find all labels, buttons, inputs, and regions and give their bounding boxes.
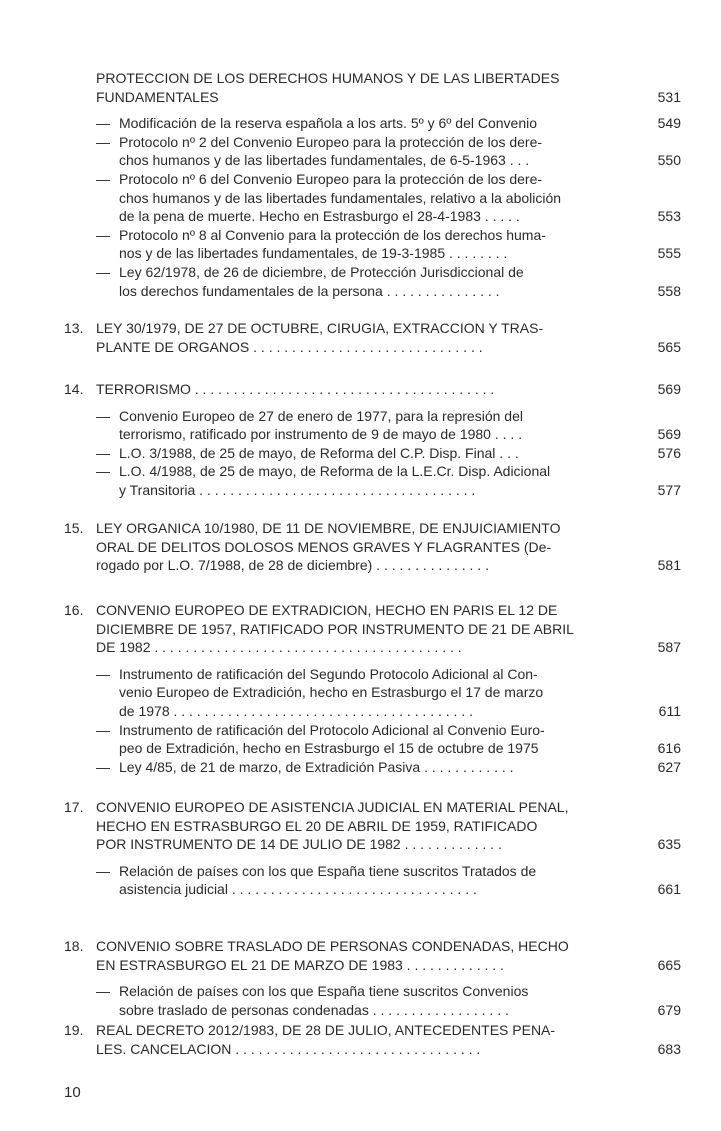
dash-mark: — — [96, 983, 110, 1000]
section-page-number: 581 — [657, 557, 681, 574]
section-title-line-text: LEY ORGANICA 10/1980, DE 11 DE NOVIEMBRE, DE ENJUICIAMIENTO — [96, 520, 561, 536]
sub-entry-line-text: Ley 4/85, de 21 de marzo, de Extradición Pasiva . . . . . . . . . . . . — [119, 758, 514, 775]
sub-entry-line-text: asistencia judicial . . . . . . . . . . . . . . . . . . . . . . . . . . . . . . . . — [119, 881, 477, 898]
dash-mark: — — [96, 171, 110, 187]
section-title-line-text: CONVENIO EUROPEO DE EXTRADICION, HECHO EN PARIS EL 12 DE — [96, 602, 558, 618]
section-page-number: 565 — [657, 338, 681, 355]
dash-mark: — — [96, 264, 110, 280]
sub-entry-page-number: 661 — [657, 881, 681, 898]
section-title-line-text: LEY 30/1979, DE 27 DE OCTUBRE, CIRUGIA, EXTRACCION Y TRAS- — [96, 320, 544, 336]
section-number-text: 19. — [64, 1022, 84, 1038]
section-page-number: 635 — [657, 836, 681, 853]
sub-entry-line-text: chos humanos y de las libertades fundamentales, relativo a la abolición — [119, 189, 562, 206]
sub-entry-page-number: 569 — [657, 426, 681, 443]
sub-entry-line-text: Ley 62/1978, de 26 de diciembre, de Protección Jurisdiccional de — [119, 264, 524, 280]
section-title-line-text: PLANTE DE ORGANOS . . . . . . . . . . . . . . . . . . . . . . . . . . . . . . — [96, 338, 483, 355]
section-number-text: 15. — [64, 520, 84, 536]
sub-entry-line-text: chos humanos y de las libertades fundamentales, de 6-5-1963 . . . — [119, 152, 530, 169]
sub-entry-line-text: Protocolo nº 8 al Convenio para la protección de los derechos huma- — [119, 226, 546, 243]
section-title-line-text: EN ESTRASBURGO EL 21 DE MARZO DE 1983 . . . . . . . . . . . . . — [96, 956, 504, 973]
dash-mark: — — [96, 721, 110, 738]
sub-entry-line-text: L.O. 4/1988, de 25 de mayo, de Reforma de la L.E.Cr. Disp. Adicional — [119, 463, 551, 480]
section-title-line-text: DE 1982 . . . . . . . . . . . . . . . . . . . . . . . . . . . . . . . . . . . . . . . . — [96, 639, 462, 656]
section-number-text: 17. — [64, 799, 84, 815]
section-title-line-text: rogado por L.O. 7/1988, de 28 de diciembre) . . . . . . . . . . . . . . . — [96, 557, 489, 574]
section-title-line-text: HECHO EN ESTRASBURGO EL 20 DE ABRIL DE 1959, RATIFICADO — [96, 817, 538, 834]
dash-mark: — — [96, 407, 110, 424]
dash-mark: — — [96, 463, 110, 480]
section-title-line-text: DICIEMBRE DE 1957, RATIFICADO POR INSTRUMENTO DE 21 DE ABRIL — [96, 620, 574, 637]
dash-mark: — — [96, 115, 110, 132]
section-title-line-text: POR INSTRUMENTO DE 14 DE JULIO DE 1982 . . . . . . . . . . . . . — [96, 836, 502, 853]
sub-entry-line-text: Protocolo nº 6 del Convenio Europeo para la protección de los dere- — [119, 171, 543, 187]
sub-entry-line-text: Modificación de la reserva española a los arts. 5º y 6º del Convenio — [119, 115, 538, 132]
sub-entry-line-text: Convenio Europeo de 27 de enero de 1977, para la represión del — [119, 407, 523, 424]
sub-entry-line-text: Instrumento de ratificación del Protocolo Adicional al Convenio Euro- — [119, 721, 545, 738]
sub-entry-line-text: L.O. 3/1988, de 25 de mayo, de Reforma del C.P. Disp. Final . . . — [119, 444, 519, 461]
sub-entry-line-text: nos y de las libertades fundamentales, de 19-3-1985 . . . . . . . . — [119, 245, 508, 262]
sub-entry-page-number: 549 — [657, 115, 681, 132]
section-number-text: 14. — [64, 381, 84, 397]
sub-entry-page-number: 611 — [658, 703, 681, 719]
sub-entry-line-text: terrorismo, ratificado por instrumento de 9 de mayo de 1980 . . . . — [119, 426, 523, 443]
section-page-number: 683 — [657, 1040, 681, 1057]
sub-entry-page-number: 558 — [657, 282, 681, 299]
sub-entry-page-number: 553 — [657, 208, 681, 225]
section-title-line-text: ORAL DE DELITOS DOLOSOS MENOS GRAVES Y FLAGRANTES (De- — [96, 538, 552, 555]
sub-entry-line-text: peo de Extradición, hecho en Estrasburgo el 15 de octubre de 1975 — [119, 740, 539, 757]
sub-entry-page-number: 577 — [657, 482, 681, 498]
section-title-line-text: LES. CANCELACION . . . . . . . . . . . . . . . . . . . . . . . . . . . . . . . . — [96, 1040, 481, 1057]
dash-mark: — — [96, 444, 110, 461]
section-title-line-text: FUNDAMENTALES — [96, 88, 219, 105]
dash-mark: — — [96, 862, 110, 879]
section-number-text: 18. — [64, 938, 84, 954]
section-title-line-text: PROTECCION DE LOS DERECHOS HUMANOS Y DE LAS LIBERTADES — [96, 70, 560, 86]
dash-mark: — — [96, 133, 110, 150]
sub-entry-line-text: Protocolo nº 2 del Convenio Europeo para la protección de los dere- — [119, 133, 543, 150]
sub-entry-page-number: 555 — [657, 245, 681, 262]
section-number-text: 13. — [64, 320, 84, 336]
section-page-number: 531 — [657, 88, 681, 105]
sub-entry-page-number: 616 — [657, 740, 681, 757]
section-title-line-text: CONVENIO EUROPEO DE ASISTENCIA JUDICIAL EN MATERIAL PENAL, — [96, 799, 569, 815]
sub-entry-line-text: Instrumento de ratificación del Segundo Protocolo Adicional al Con- — [119, 665, 538, 682]
sub-entry-line-text: y Transitoria . . . . . . . . . . . . . . . . . . . . . . . . . . . . . . . . . . . . — [119, 482, 476, 498]
dash-mark: — — [96, 226, 110, 243]
sub-entry-line-text: Relación de países con los que España tiene suscritos Convenios — [119, 983, 529, 1000]
sub-entry-line-text: venio Europeo de Extradición, hecho en Estrasburgo el 17 de marzo — [119, 684, 544, 701]
dash-mark: — — [96, 758, 110, 775]
page-number: 10 — [64, 1084, 81, 1101]
sub-entry-line-text: de 1978 . . . . . . . . . . . . . . . . . . . . . . . . . . . . . . . . . . . . . . . — [119, 703, 473, 719]
sub-entry-page-number: 576 — [657, 444, 681, 461]
sub-entry-line-text: sobre traslado de personas condenadas . . . . . . . . . . . . . . . . . . — [119, 1001, 509, 1018]
section-title-line-text: TERRORISMO . . . . . . . . . . . . . . . . . . . . . . . . . . . . . . . . . . . . . . . — [96, 381, 495, 397]
section-page-number: 587 — [657, 639, 681, 656]
sub-entry-line-text: Relación de países con los que España tiene suscritos Tratados de — [119, 862, 537, 879]
sub-entry-page-number: 627 — [657, 758, 681, 775]
section-number-text: 16. — [64, 602, 84, 618]
sub-entry-page-number: 679 — [657, 1001, 681, 1018]
sub-entry-line-text: los derechos fundamentales de la persona . . . . . . . . . . . . . . . — [119, 282, 500, 299]
section-title-line-text: CONVENIO SOBRE TRASLADO DE PERSONAS CONDENADAS, HECHO — [96, 938, 569, 954]
sub-entry-page-number: 550 — [657, 152, 681, 169]
dash-mark: — — [96, 665, 110, 682]
section-title-line-text: REAL DECRETO 2012/1983, DE 28 DE JULIO, ANTECEDENTES PENA- — [96, 1022, 556, 1038]
sub-entry-line-text: de la pena de muerte. Hecho en Estrasburgo el 28-4-1983 . . . . . — [119, 208, 520, 225]
section-page-number: 569 — [657, 381, 681, 397]
section-page-number: 665 — [657, 956, 681, 973]
